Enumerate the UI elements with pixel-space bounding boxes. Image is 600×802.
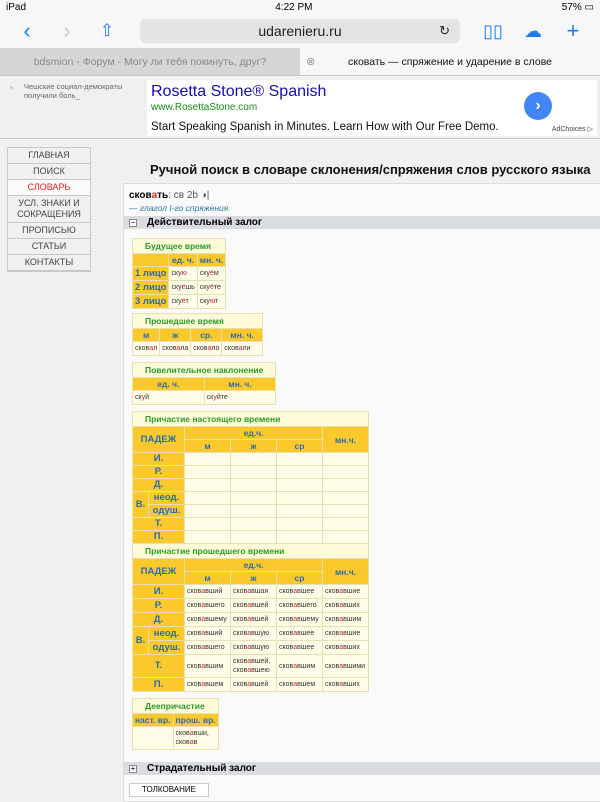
imperative-table bbox=[132, 362, 276, 405]
table-row bbox=[133, 531, 369, 544]
clock: 4:22 PM bbox=[275, 1, 313, 13]
menu-item[interactable]: КОНТАКТЫ bbox=[8, 255, 90, 271]
row-header: В. bbox=[133, 492, 149, 518]
table-row bbox=[133, 585, 369, 599]
table-caption: Прошедшее время bbox=[133, 314, 263, 329]
bookmarks-icon[interactable]: ▯▯ bbox=[483, 20, 503, 41]
form-cell bbox=[185, 466, 231, 479]
row-header: неод. bbox=[148, 627, 184, 641]
form-cell: сковавшим bbox=[277, 655, 323, 678]
column-header: м bbox=[133, 329, 160, 342]
form-cell bbox=[277, 492, 323, 505]
form-cell bbox=[277, 531, 323, 544]
row-header: П. bbox=[133, 678, 185, 692]
row-header: И. bbox=[133, 585, 185, 599]
participle-table bbox=[132, 411, 369, 692]
table-caption: Причастие настоящего времени bbox=[133, 412, 369, 427]
column-header: ж bbox=[160, 329, 191, 342]
form-cell: скуём bbox=[197, 267, 225, 281]
row-header: П. bbox=[133, 531, 185, 544]
form-cell: скуйте bbox=[204, 391, 276, 405]
column-header: ед.ч. bbox=[185, 427, 323, 440]
form-cell bbox=[323, 505, 369, 518]
form-cell: скуёт bbox=[169, 295, 197, 309]
column-header: мн. ч. bbox=[197, 254, 225, 267]
row-header: В. bbox=[133, 627, 149, 655]
form-cell: сковал bbox=[133, 342, 160, 356]
column-header: ср bbox=[277, 572, 323, 585]
news-link[interactable] bbox=[8, 82, 138, 100]
battery: 57% ▭ bbox=[561, 1, 594, 13]
main-content bbox=[123, 183, 600, 802]
form-cell bbox=[231, 466, 277, 479]
form-cell: сковавшие bbox=[323, 585, 369, 599]
column-header: ПАДЕЖ bbox=[133, 427, 185, 453]
form-cell: скую bbox=[169, 267, 197, 281]
battery-level: 57% bbox=[561, 1, 582, 13]
form-cell bbox=[323, 479, 369, 492]
column-header: ед. ч. bbox=[133, 378, 205, 391]
form-cell bbox=[185, 505, 231, 518]
form-cell: сковало bbox=[191, 342, 222, 356]
address-bar[interactable] bbox=[140, 19, 460, 43]
tab-label: сковать — спряжение и ударение в слове bbox=[348, 55, 552, 68]
passive-voice-section[interactable] bbox=[124, 762, 600, 775]
form-cell bbox=[185, 479, 231, 492]
table-row bbox=[133, 492, 369, 505]
back-icon[interactable]: ‹ bbox=[23, 18, 31, 43]
form-cell: сковавших bbox=[323, 678, 369, 692]
form-cell bbox=[185, 453, 231, 466]
row-header: Р. bbox=[133, 599, 185, 613]
ad-arrow-icon[interactable]: › bbox=[524, 92, 552, 120]
status-bar bbox=[0, 0, 600, 14]
form-cell bbox=[323, 492, 369, 505]
form-cell: сковавшего bbox=[185, 599, 231, 613]
form-cell bbox=[277, 518, 323, 531]
form-cell: сковавшее bbox=[277, 627, 323, 641]
form-cell bbox=[231, 479, 277, 492]
column-header: ж bbox=[231, 572, 277, 585]
menu-item[interactable]: УСЛ. ЗНАКИ И СОКРАЩЕНИЯ bbox=[8, 196, 90, 223]
form-cell: сковавшими bbox=[323, 655, 369, 678]
column-header: ед. ч. bbox=[169, 254, 197, 267]
form-cell: сковавшей, сковавшею bbox=[231, 655, 277, 678]
form-cell bbox=[323, 531, 369, 544]
table-row bbox=[133, 627, 369, 641]
column-header: мн.ч. bbox=[323, 427, 369, 453]
page-title: Ручной поиск в словаре склонения/спряжения слов русского языка bbox=[150, 162, 591, 177]
table-row bbox=[133, 391, 276, 405]
section-title: Действительный залог bbox=[147, 217, 263, 228]
form-cell: сковавшей bbox=[231, 678, 277, 692]
entry-headword: сковать bbox=[129, 190, 169, 201]
site-menu bbox=[7, 147, 91, 272]
form-cell: скуёте bbox=[197, 281, 225, 295]
column-header: ж bbox=[231, 440, 277, 453]
column-header: наст. вр. bbox=[133, 714, 174, 727]
table-caption: Причастие прошедшего времени bbox=[133, 544, 369, 559]
form-cell: сковавшее bbox=[277, 641, 323, 655]
tab-forum[interactable] bbox=[0, 48, 300, 75]
table-row bbox=[133, 453, 369, 466]
menu-item[interactable]: СЛОВАРЬ bbox=[8, 180, 90, 196]
form-cell: сковавшая bbox=[231, 585, 277, 599]
table-row bbox=[133, 466, 369, 479]
column-header: мн. ч. bbox=[222, 329, 262, 342]
column-header: м bbox=[185, 572, 231, 585]
tab-label: bdsmion - Форум - Могу ли тебя покинуть, друг? bbox=[33, 55, 267, 68]
menu-item[interactable]: ГЛАВНАЯ bbox=[8, 148, 90, 164]
table-row bbox=[133, 281, 226, 295]
form-cell bbox=[231, 518, 277, 531]
form-cell bbox=[231, 492, 277, 505]
table-row bbox=[133, 518, 369, 531]
table-caption: Повелительное наклонение bbox=[133, 363, 276, 378]
rss-icon: ◔ bbox=[8, 83, 14, 93]
table-caption: Деепричастие bbox=[133, 699, 219, 714]
forward-icon[interactable]: › bbox=[63, 18, 71, 43]
share-icon[interactable]: ⇧ bbox=[99, 21, 115, 40]
entry-word bbox=[129, 190, 597, 202]
adchoices-link[interactable]: AdChoices ▷ bbox=[551, 126, 593, 133]
form-cell: сковавшим bbox=[185, 655, 231, 678]
new-tab-icon[interactable]: + bbox=[566, 18, 580, 43]
form-cell: сковавшего bbox=[185, 641, 231, 655]
table-row bbox=[133, 267, 226, 281]
column-header: м bbox=[185, 440, 231, 453]
table-row bbox=[133, 613, 369, 627]
form-cell: сковавшую bbox=[231, 627, 277, 641]
form-cell: сковавшее bbox=[277, 585, 323, 599]
form-cell bbox=[277, 453, 323, 466]
ad-headline[interactable]: Rosetta Stone® Spanish bbox=[151, 83, 327, 100]
table-row bbox=[133, 641, 369, 655]
column-header: ПАДЕЖ bbox=[133, 559, 185, 585]
table-row bbox=[133, 479, 369, 492]
section-title: Страдательный залог bbox=[147, 763, 257, 774]
form-cell bbox=[185, 492, 231, 505]
table-row bbox=[133, 655, 369, 678]
form-cell: сковала bbox=[160, 342, 191, 356]
row-header: И. bbox=[133, 453, 185, 466]
column-header: мн. ч. bbox=[204, 378, 276, 391]
form-cell: сковавшую bbox=[231, 641, 277, 655]
column-header: ед.ч. bbox=[185, 559, 323, 572]
form-cell: сковавший bbox=[185, 627, 231, 641]
row-header: Р. bbox=[133, 466, 185, 479]
gerund-table bbox=[132, 698, 219, 750]
collapse-icon[interactable]: − bbox=[130, 217, 136, 227]
active-voice-section[interactable] bbox=[124, 216, 600, 229]
table-caption: Будущее время bbox=[133, 239, 226, 254]
column-header: ср bbox=[277, 440, 323, 453]
entry-grammar: : св 2b ◑| bbox=[168, 190, 210, 201]
form-cell: сковавшего bbox=[277, 599, 323, 613]
form-cell: скуют bbox=[197, 295, 225, 309]
menu-item[interactable]: ПОИСК bbox=[8, 164, 90, 180]
ad-url[interactable]: www.RosettaStone.com bbox=[151, 102, 258, 113]
form-cell bbox=[231, 505, 277, 518]
form-cell: сковавший bbox=[185, 585, 231, 599]
form-cell bbox=[185, 531, 231, 544]
tab-current[interactable] bbox=[300, 48, 600, 75]
form-cell: сковавши, сковав bbox=[173, 727, 218, 750]
tab-bar bbox=[0, 48, 600, 76]
row-header: одуш. bbox=[148, 505, 184, 518]
button-row bbox=[129, 781, 600, 801]
form-cell: скуёшь bbox=[169, 281, 197, 295]
form-cell bbox=[277, 505, 323, 518]
form-cell bbox=[323, 453, 369, 466]
column-header: мн.ч. bbox=[323, 559, 369, 585]
row-header: одуш. bbox=[148, 641, 184, 655]
browser-toolbar bbox=[0, 14, 600, 48]
form-cell: сковавших bbox=[323, 641, 369, 655]
table-row bbox=[133, 505, 369, 518]
reload-icon[interactable]: ↻ bbox=[439, 23, 450, 38]
table-row bbox=[133, 599, 369, 613]
row-header: Д. bbox=[133, 479, 185, 492]
url-text: udarenieru.ru bbox=[258, 23, 342, 39]
ad-banner[interactable] bbox=[147, 80, 597, 136]
divider bbox=[0, 138, 600, 139]
column-header: ср. bbox=[191, 329, 222, 342]
row-header: 1 лицо bbox=[133, 267, 169, 281]
form-cell bbox=[185, 518, 231, 531]
form-cell: сковавших bbox=[323, 599, 369, 613]
form-cell: сковавшем bbox=[277, 678, 323, 692]
form-cell bbox=[231, 453, 277, 466]
close-tab-icon[interactable]: ⊗ bbox=[306, 56, 316, 68]
row-header: неод. bbox=[148, 492, 184, 505]
form-cell bbox=[231, 531, 277, 544]
form-cell bbox=[323, 518, 369, 531]
row-header: 3 лицо bbox=[133, 295, 169, 309]
form-cell bbox=[133, 727, 174, 750]
form-cell: сковавшей bbox=[231, 613, 277, 627]
menu-item[interactable]: СТАТЬИ bbox=[8, 239, 90, 255]
row-header: Д. bbox=[133, 613, 185, 627]
form-cell bbox=[277, 479, 323, 492]
form-cell: сковавшей bbox=[231, 599, 277, 613]
table-row bbox=[133, 342, 263, 356]
ad-description: Start Speaking Spanish in Minutes. Learn How with Our Free Demo. bbox=[151, 121, 499, 133]
table-row bbox=[133, 295, 226, 309]
entry-description: — глагол I-го спряжения bbox=[129, 203, 229, 213]
future-tense-table bbox=[132, 238, 226, 309]
row-header: Т. bbox=[133, 518, 185, 531]
past-tense-table bbox=[132, 313, 263, 356]
menu-item[interactable]: ПРОПИСЬЮ bbox=[8, 223, 90, 239]
corner bbox=[133, 254, 169, 267]
form-cell: сковавшему bbox=[277, 613, 323, 627]
form-cell: сковавшему bbox=[185, 613, 231, 627]
form-cell: сковавшие bbox=[323, 627, 369, 641]
table-row bbox=[133, 727, 219, 750]
interpretation-button[interactable]: ТОЛКОВАНИЕ bbox=[129, 783, 209, 797]
form-cell: сковали bbox=[222, 342, 262, 356]
device-name: iPad bbox=[6, 1, 27, 13]
row-header: Т. bbox=[133, 655, 185, 678]
form-cell: сковавшем bbox=[185, 678, 231, 692]
row-header: 2 лицо bbox=[133, 281, 169, 295]
expand-icon[interactable]: + bbox=[130, 763, 136, 773]
news-text: Чешские социал-демократы получили боль_ bbox=[24, 82, 123, 100]
form-cell: скуй bbox=[133, 391, 205, 405]
form-cell: сковавшим bbox=[323, 613, 369, 627]
cloud-icon[interactable]: ☁ bbox=[524, 20, 542, 41]
form-cell bbox=[323, 466, 369, 479]
table-row bbox=[133, 678, 369, 692]
form-cell bbox=[277, 466, 323, 479]
column-header: прош. вр. bbox=[173, 714, 218, 727]
